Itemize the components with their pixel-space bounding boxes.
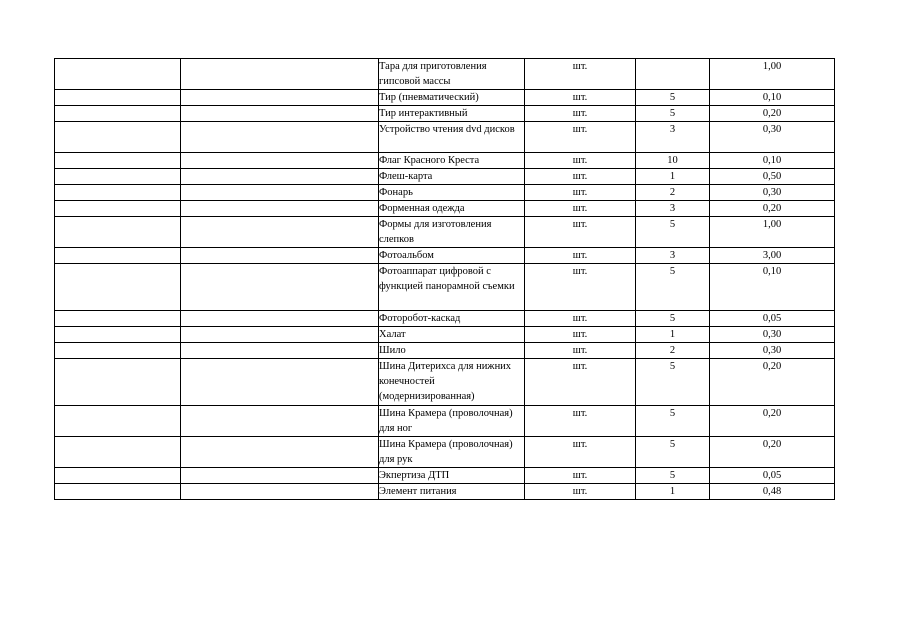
table-row: [55, 437, 835, 468]
unit-cell: шт.: [525, 185, 636, 201]
value-cell: 0,50: [710, 169, 835, 185]
empty-cell: [55, 185, 181, 201]
empty-cell: [55, 59, 181, 90]
quantity-cell: 5: [636, 90, 710, 106]
table-row: [55, 122, 835, 153]
empty-cell: [55, 437, 181, 468]
empty-cell: [181, 185, 379, 201]
unit-cell: шт.: [525, 406, 636, 437]
empty-cell: [55, 153, 181, 169]
quantity-cell: 1: [636, 169, 710, 185]
value-cell: 0,10: [710, 90, 835, 106]
empty-cell: [55, 169, 181, 185]
value-cell: 0,20: [710, 201, 835, 217]
unit-cell: шт.: [525, 153, 636, 169]
empty-cell: [181, 90, 379, 106]
item-name-cell: Тир (пневматический): [379, 90, 525, 106]
empty-cell: [55, 264, 181, 311]
quantity-cell: 5: [636, 437, 710, 468]
table-row: [55, 169, 835, 185]
table-row: [55, 406, 835, 437]
empty-cell: [181, 484, 379, 500]
empty-cell: [181, 468, 379, 484]
unit-cell: шт.: [525, 59, 636, 90]
item-name-cell: Фотоальбом: [379, 248, 525, 264]
empty-cell: [181, 343, 379, 359]
unit-cell: шт.: [525, 343, 636, 359]
empty-cell: [181, 248, 379, 264]
unit-cell: шт.: [525, 122, 636, 153]
quantity-cell: 5: [636, 106, 710, 122]
value-cell: 0,30: [710, 185, 835, 201]
empty-cell: [55, 106, 181, 122]
table-row: [55, 106, 835, 122]
item-name-cell: Форменная одежда: [379, 201, 525, 217]
quantity-cell: 5: [636, 359, 710, 406]
equipment-table: [54, 58, 835, 500]
empty-cell: [181, 106, 379, 122]
table-row: [55, 468, 835, 484]
table-row: [55, 484, 835, 500]
value-cell: 0,30: [710, 327, 835, 343]
unit-cell: шт.: [525, 311, 636, 327]
table-row: [55, 264, 835, 311]
quantity-cell: 10: [636, 153, 710, 169]
item-name-cell: Устройство чтения dvd дисков: [379, 122, 525, 153]
unit-cell: шт.: [525, 437, 636, 468]
quantity-cell: 3: [636, 201, 710, 217]
item-name-cell: Фонарь: [379, 185, 525, 201]
item-name-cell: Формы для изготовления слепков: [379, 217, 525, 248]
item-name-cell: Экпертиза ДТП: [379, 468, 525, 484]
value-cell: 0,10: [710, 264, 835, 311]
empty-cell: [181, 311, 379, 327]
empty-cell: [181, 59, 379, 90]
empty-cell: [55, 248, 181, 264]
table-row: [55, 327, 835, 343]
item-name-cell: Шило: [379, 343, 525, 359]
item-name-cell: Элемент питания: [379, 484, 525, 500]
value-cell: 0,20: [710, 359, 835, 406]
unit-cell: шт.: [525, 248, 636, 264]
unit-cell: шт.: [525, 468, 636, 484]
empty-cell: [55, 343, 181, 359]
empty-cell: [55, 217, 181, 248]
unit-cell: шт.: [525, 327, 636, 343]
quantity-cell: 5: [636, 468, 710, 484]
empty-cell: [181, 359, 379, 406]
unit-cell: шт.: [525, 264, 636, 311]
empty-cell: [55, 311, 181, 327]
unit-cell: шт.: [525, 484, 636, 500]
value-cell: 0,10: [710, 153, 835, 169]
empty-cell: [181, 264, 379, 311]
item-name-cell: Тир интерактивный: [379, 106, 525, 122]
quantity-cell: 1: [636, 327, 710, 343]
table-row: [55, 59, 835, 90]
value-cell: 0,48: [710, 484, 835, 500]
item-name-cell: Шина Дитерихса для нижних конечностей (модернизированная): [379, 359, 525, 406]
empty-cell: [55, 201, 181, 217]
quantity-cell: 5: [636, 264, 710, 311]
quantity-cell: 5: [636, 406, 710, 437]
item-name-cell: Фотоаппарат цифровой с функцией панорамной съемки: [379, 264, 525, 311]
quantity-cell: 5: [636, 311, 710, 327]
unit-cell: шт.: [525, 169, 636, 185]
unit-cell: шт.: [525, 359, 636, 406]
quantity-cell: 3: [636, 248, 710, 264]
value-cell: 0,20: [710, 437, 835, 468]
item-name-cell: Флеш-карта: [379, 169, 525, 185]
empty-cell: [181, 437, 379, 468]
empty-cell: [181, 153, 379, 169]
empty-cell: [181, 169, 379, 185]
table-row: [55, 343, 835, 359]
empty-cell: [55, 468, 181, 484]
empty-cell: [181, 327, 379, 343]
table-body: [55, 59, 835, 500]
empty-cell: [55, 327, 181, 343]
quantity-cell: 3: [636, 122, 710, 153]
table-row: [55, 185, 835, 201]
quantity-cell: [636, 59, 710, 90]
value-cell: 0,30: [710, 122, 835, 153]
value-cell: 1,00: [710, 59, 835, 90]
value-cell: 0,20: [710, 106, 835, 122]
table-row: [55, 90, 835, 106]
empty-cell: [55, 406, 181, 437]
value-cell: 3,00: [710, 248, 835, 264]
item-name-cell: Фоторобот-каскад: [379, 311, 525, 327]
unit-cell: шт.: [525, 90, 636, 106]
empty-cell: [181, 217, 379, 248]
table-row: [55, 248, 835, 264]
item-name-cell: Тара для приготовления гипсовой массы: [379, 59, 525, 90]
quantity-cell: 1: [636, 484, 710, 500]
value-cell: 0,05: [710, 468, 835, 484]
table-row: [55, 201, 835, 217]
empty-cell: [55, 359, 181, 406]
unit-cell: шт.: [525, 201, 636, 217]
unit-cell: шт.: [525, 106, 636, 122]
empty-cell: [181, 122, 379, 153]
quantity-cell: 2: [636, 343, 710, 359]
quantity-cell: 5: [636, 217, 710, 248]
item-name-cell: Шина Крамера (проволочная) для ног: [379, 406, 525, 437]
empty-cell: [55, 90, 181, 106]
value-cell: 0,20: [710, 406, 835, 437]
item-name-cell: Шина Крамера (проволочная) для рук: [379, 437, 525, 468]
value-cell: 0,30: [710, 343, 835, 359]
empty-cell: [181, 201, 379, 217]
unit-cell: шт.: [525, 217, 636, 248]
item-name-cell: Халат: [379, 327, 525, 343]
empty-cell: [55, 122, 181, 153]
table-row: [55, 217, 835, 248]
quantity-cell: 2: [636, 185, 710, 201]
table-row: [55, 359, 835, 406]
table-row: [55, 311, 835, 327]
empty-cell: [181, 406, 379, 437]
empty-cell: [55, 484, 181, 500]
value-cell: 1,00: [710, 217, 835, 248]
value-cell: 0,05: [710, 311, 835, 327]
item-name-cell: Флаг Красного Креста: [379, 153, 525, 169]
table-row: [55, 153, 835, 169]
